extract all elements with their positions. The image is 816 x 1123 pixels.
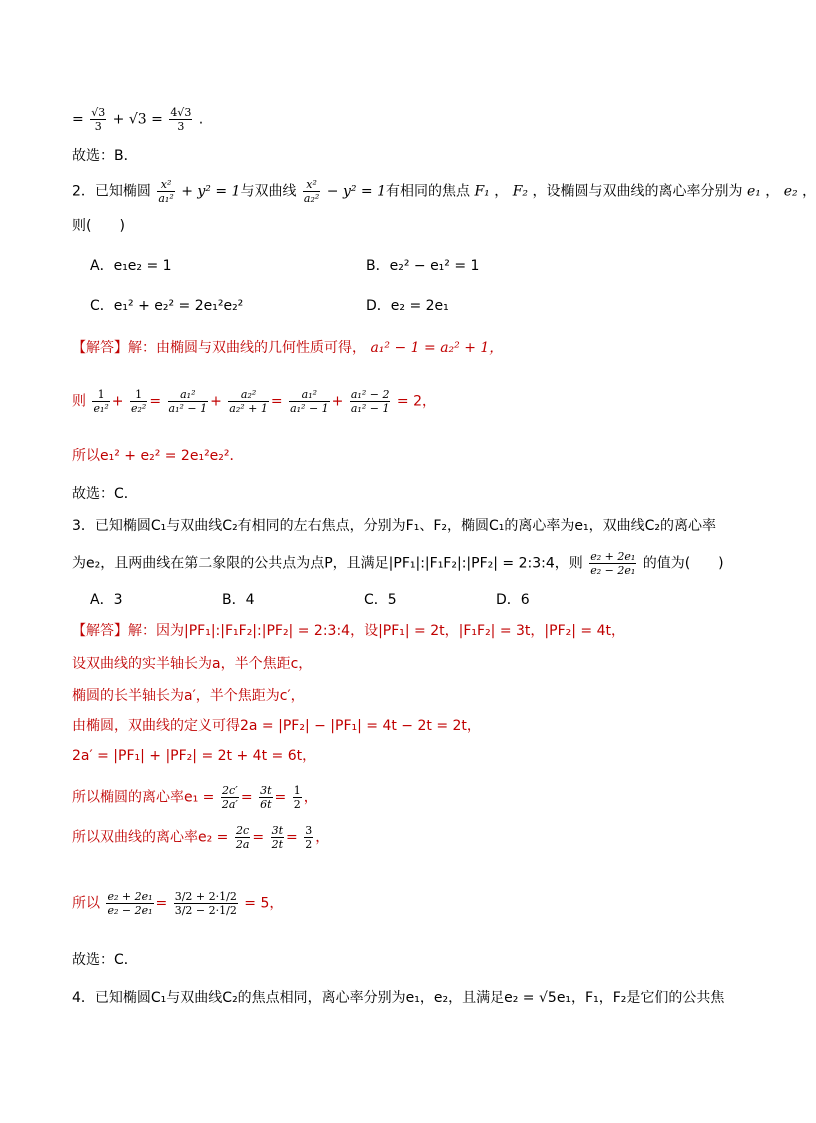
fraction: $\frac{\text{a₂²}}{\text{a₂² + 1}}$ xyxy=(229,388,268,415)
solution-line: 所以 $\frac{\text{e₂ + 2e₁}}{\text{e₂ − 2e₁}}$ = $\frac{3/2 + 2\cdot 1/2}{3/2 - 2\cdot 1/2}$ = 5， xyxy=(72,890,284,917)
fraction: $\frac{4√3}{3}$ xyxy=(170,106,192,133)
solution-tag: 【解答】 xyxy=(72,623,128,639)
option-d: D．6 xyxy=(496,592,530,608)
fraction: $\frac{\text{e₂ + 2e₁}}{\text{e₂ − 2e₁}}$ xyxy=(107,890,153,917)
solution-line: 设双曲线的实半轴长为a，半个焦距c， xyxy=(72,656,313,672)
option-a: A．e₁e₂ = 1 xyxy=(90,258,172,274)
fraction: $\frac{\text{a₁²}}{\text{a₁² − 1}}$ xyxy=(168,388,208,415)
solution-tag: 【解答】 xyxy=(72,340,128,356)
solution-line: 【解答】解：因为|PF₁|:|F₁F₂|:|PF₂| = 2:3:4，设|PF₁| = 2t，|F₁F₂| = 3t，|PF₂| = 4t， xyxy=(72,623,625,639)
fraction: $\frac{3t}{6t}$ xyxy=(260,784,272,811)
solution-line: 所以椭圆的离心率e₁ = $\frac{2c'}{2a'}$ = $\frac{3t}{6t}$ = $\frac{1}{2}$ ， xyxy=(72,784,318,811)
option-c: C．5 xyxy=(364,592,397,608)
fraction: $\frac{1}{2}$ xyxy=(293,784,301,811)
fraction: $\frac{√3}{3}$ xyxy=(91,106,106,133)
solution-line: 所以e₁² + e₂² = 2e₁²e₂²． xyxy=(72,448,244,464)
fraction: $\frac{\text{a₁²}}{\text{a₁² − 1}}$ xyxy=(290,388,329,415)
answer-line: 故选：C． xyxy=(72,486,138,502)
solution-line: 则 $\frac{1}{\text{e₁²}}$ + $\frac{1}{\text{e₂²}}$ = $\frac{\text{a₁²}}{\text{a₁² − 1}}$ + $\frac{\text{a₂²}}{\text{a₂² + 1}}$ = $\frac{\text{a₁²}}{\text{a₁² − 1}}$ + $\frac{\text{a₁² − 2}}{\text{a₁² − 1}}$ = 2， xyxy=(72,388,436,415)
fraction: $\frac{\text{e₂ + 2e₁}}{\text{e₂ − 2e₁}}$ xyxy=(590,550,636,577)
fraction: $\frac{\text{a₁² − 2}}{\text{a₁² − 1}}$ xyxy=(350,388,390,415)
solution-line: 椭圆的长半轴长为a′，半个焦距为c′， xyxy=(72,688,305,704)
complex-fraction: $\frac{3/2 + 2\cdot 1/2}{3/2 - 2\cdot 1/2}$ xyxy=(174,890,237,917)
fraction: $\frac{1}{\text{e₁²}}$ xyxy=(93,388,109,415)
solution-line: 2a′ = |PF₁| + |PF₂| = 2t + 4t = 6t， xyxy=(72,748,317,764)
question-3-stem: 3．已知椭圆C₁与双曲线C₂有相同的左右焦点，分别为F₁、F₂，椭圆C₁的离心率为e₁，双曲线C₂的离心率 xyxy=(72,518,717,534)
fraction: $\frac{1}{\text{e₂²}}$ xyxy=(130,388,147,415)
fraction: $\frac{\text{x²}}{\text{a₁²}}$ xyxy=(158,178,174,205)
fraction: $\frac{2c}{2a}$ xyxy=(235,824,250,851)
question-4-stem: 4．已知椭圆C₁与双曲线C₂的焦点相同，离心率分别为e₁，e₂，且满足e₂ = √5e₁，F₁，F₂是它们的公共焦 xyxy=(72,990,725,1006)
option-d: D．e₂ = 2e₁ xyxy=(366,298,449,314)
answer-line: 故选：C． xyxy=(72,952,138,968)
option-b: B．e₂² − e₁² = 1 xyxy=(366,258,480,274)
solution-line: 所以双曲线的离心率e₂ = $\frac{2c}{2a}$ = $\frac{3t}{2t}$ = $\frac{3}{2}$ ， xyxy=(72,824,330,851)
solution-line: 【解答】解：由椭圆与双曲线的几何性质可得， a₁² − 1 = a₂² + 1， xyxy=(72,340,504,356)
option-a: A．3 xyxy=(90,592,123,608)
fraction: $\frac{2c'}{2a'}$ xyxy=(221,784,238,811)
fraction: $\frac{\text{x²}}{\text{a₂²}}$ xyxy=(303,178,320,205)
question-2-stem: 2．已知椭圆 $\frac{\text{x²}}{\text{a₁²}}$ + y² = 1与双曲线 $\frac{\text{x²}}{\text{a₂²}}$ − y² = 1有相同的焦点 F₁ ， F₂ ，设椭圆与双曲线的离心率分别为 e₁ ， e₂ ， xyxy=(72,178,816,205)
fraction: $\frac{3}{2}$ xyxy=(305,824,313,851)
answer-line: 故选：B． xyxy=(72,148,138,164)
option-c: C．e₁² + e₂² = 2e₁²e₂² xyxy=(90,298,244,314)
fraction: $\frac{3t}{2t}$ xyxy=(271,824,284,851)
result-line: = $\frac{√3}{3}$ + √3 = $\frac{4√3}{3}$ . xyxy=(72,106,204,133)
option-b: B．4 xyxy=(222,592,255,608)
question-3-stem-line2: 为e₂，且两曲线在第二象限的公共点为点P，且满足|PF₁|:|F₁F₂|:|PF₂| = 2:3:4，则 $\frac{\text{e₂ + 2e₁}}{\text{e₂ − 2e₁}}$ 的值为( ) xyxy=(72,550,724,577)
solution-line: 由椭圆，双曲线的定义可得2a = |PF₂| − |PF₁| = 4t − 2t = 2t， xyxy=(72,718,481,734)
question-2-stem-line2: 则( ) xyxy=(72,218,125,234)
